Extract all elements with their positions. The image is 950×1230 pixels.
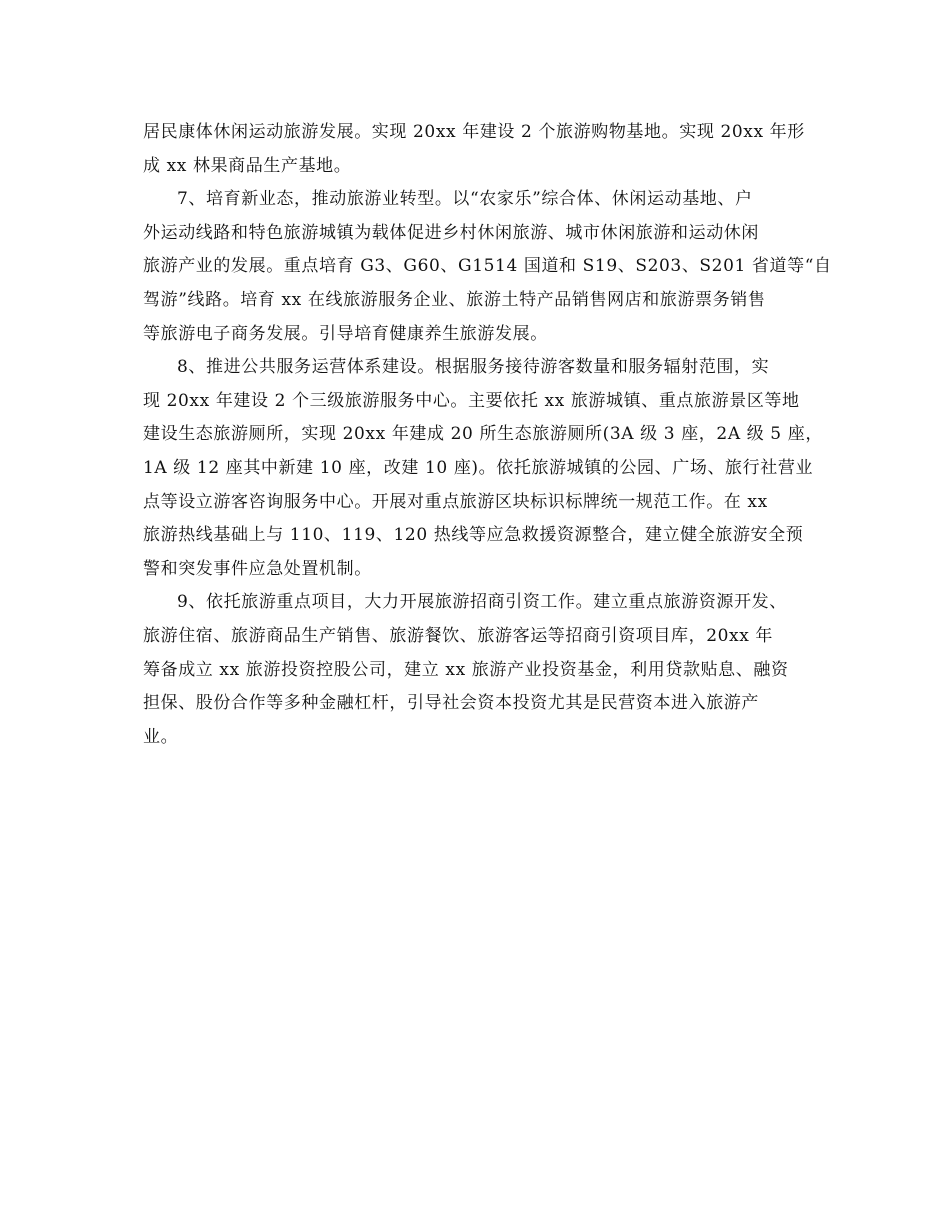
text-line: 驾游”线路。培育 xx 在线旅游服务企业、旅游土特产品销售网店和旅游票务销售	[143, 289, 766, 310]
text-line: 旅游热线基础上与 110、119、120 热线等应急救援资源整合，建立健全旅游安全预	[143, 525, 804, 546]
text-line: 现 20xx 年建设 2 个三级旅游服务中心。主要依托 xx 旅游城镇、重点旅游景区等地	[143, 390, 800, 411]
text-line: 1A 级 12 座其中新建 10 座，改建 10 座)。依托旅游城镇的公园、广场、旅行社营业	[143, 457, 814, 478]
text-line: 旅游住宿、旅游商品生产销售、旅游餐饮、旅游客运等招商引资项目库，20xx 年	[143, 625, 774, 646]
text-line: 外运动线路和特色旅游城镇为载体促进乡村休闲旅游、城市休闲旅游和运动休闲	[143, 222, 759, 243]
text-line: 旅游产业的发展。重点培育 G3、G60、G1514 国道和 S19、S203、S201 省道等“自	[143, 256, 832, 277]
document-body	[143, 116, 832, 754]
text-line: 业。	[143, 726, 179, 747]
text-line: 等旅游电子商务发展。引导培育健康养生旅游发展。	[143, 323, 548, 344]
text-line: 警和突发事件应急处置机制。	[143, 558, 372, 579]
text-line: 点等设立游客咨询服务中心。开展对重点旅游区块标识标牌统一规范工作。在 xx	[143, 491, 768, 512]
text-line: 筹备成立 xx 旅游投资控股公司，建立 xx 旅游产业投资基金，利用贷款贴息、融资	[143, 659, 789, 680]
text-line: 居民康体休闲运动旅游发展。实现 20xx 年建设 2 个旅游购物基地。实现 20xx 年形	[143, 122, 805, 142]
paragraph-9-first-line: 9、依托旅游重点项目，大力开展旅游招商引资工作。建立重点旅游资源开发、	[177, 592, 787, 613]
paragraph-8-first-line: 8、推进公共服务运营体系建设。根据服务接待游客数量和服务辐射范围，实	[177, 357, 770, 378]
text-line: 成 xx 林果商品生产基地。	[143, 155, 352, 176]
paragraph-7-first-line: 7、培育新业态，推动旅游业转型。以“农家乐”综合体、休闲运动基地、户	[177, 189, 753, 210]
text-line: 建设生态旅游厕所，实现 20xx 年建成 20 所生态旅游厕所(3A 级 3 座，2A 级 5 座，	[143, 424, 823, 445]
text-line: 担保、股份合作等多种金融杠杆，引导社会资本投资尤其是民营资本进入旅游产	[143, 693, 759, 714]
